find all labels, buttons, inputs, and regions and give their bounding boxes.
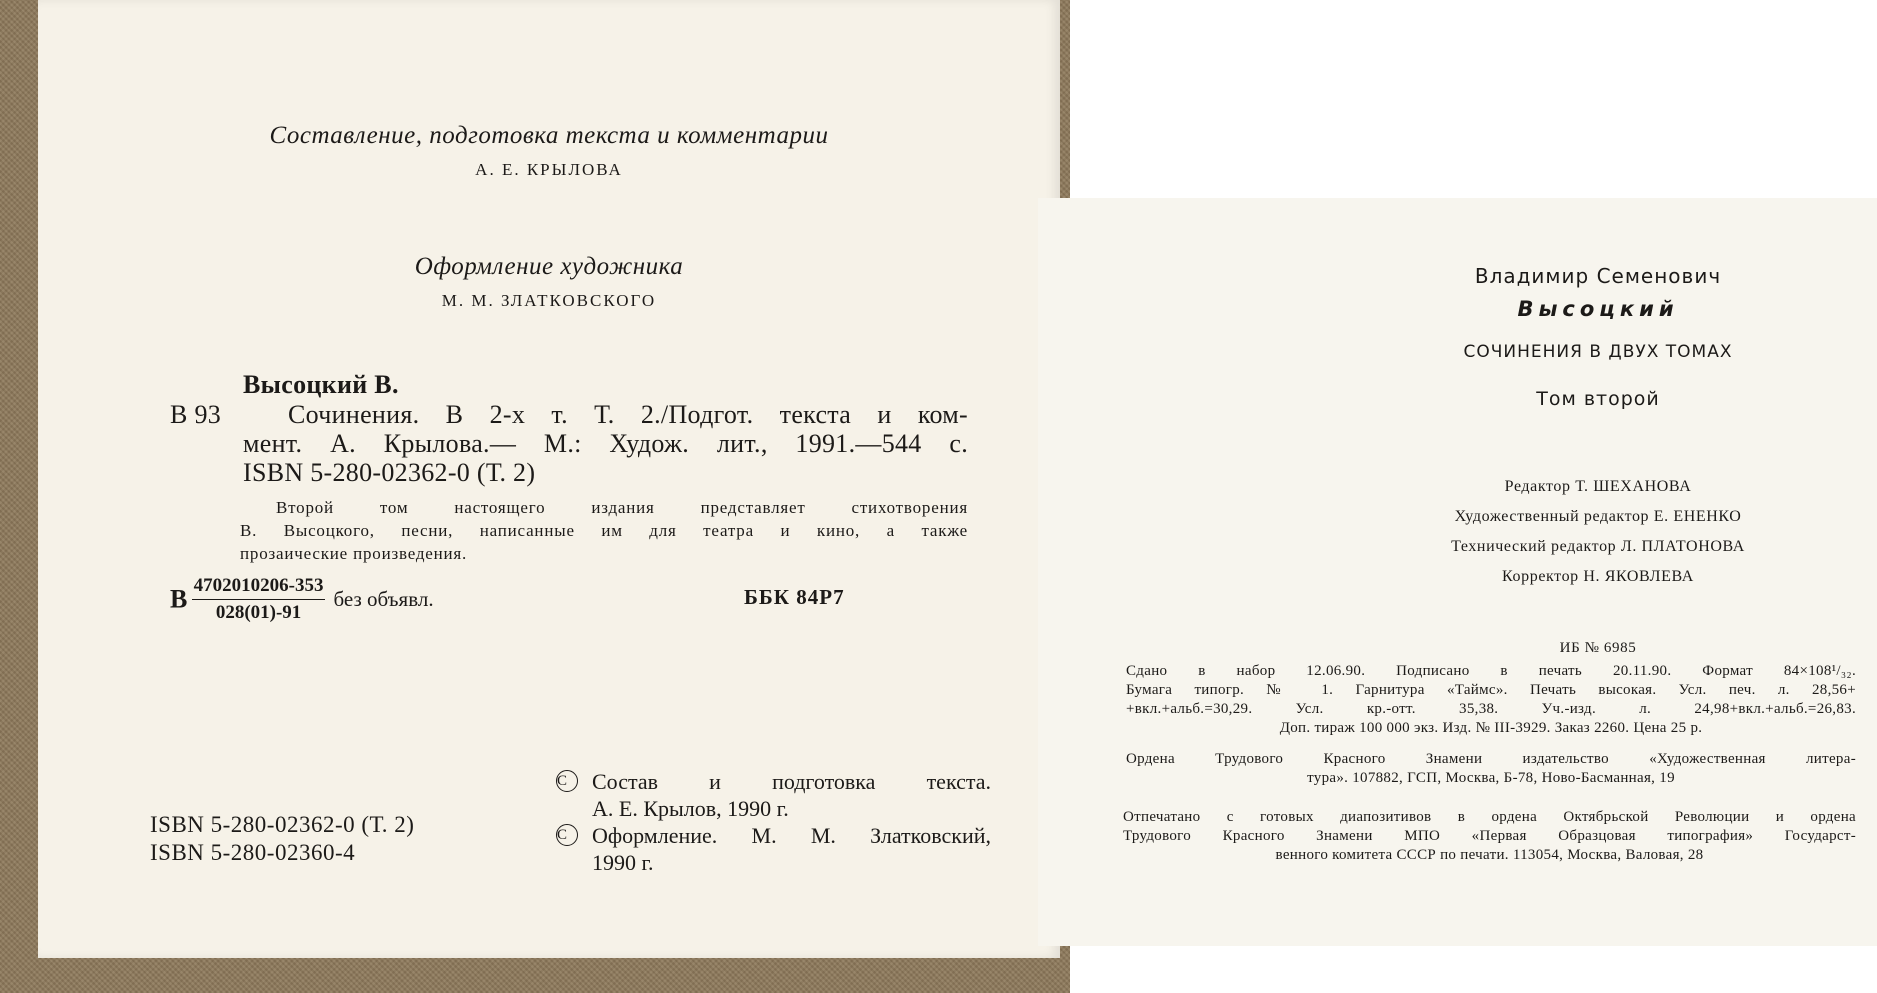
publisher-line-1: Ордена Трудового Красного Знамени издательство «Художественная литера-: [1126, 751, 1856, 767]
left-page: [38, 0, 1060, 958]
artist-name: М. М. ЗЛАТКОВСКОГО: [441, 291, 657, 310]
copyright-block: [556, 768, 991, 876]
work-title: СОЧИНЕНИЯ В ДВУХ ТОМАХ: [1463, 342, 1733, 362]
publisher-block: [1126, 750, 1856, 788]
copyright-1-line-1: Состав и подготовка текста.: [592, 769, 991, 794]
imprint-line-4: Доп. тираж 100 000 экз. Изд. № III-3929. Заказ 2260. Цена 25 р.: [1279, 720, 1703, 736]
copyright-symbol-icon: C: [556, 824, 578, 846]
catalog-line-3: ISBN 5-280-02362-0 (Т. 2): [243, 458, 536, 487]
credit-art-editor: Художественный редактор Е. ЕНЕНКО: [1454, 508, 1742, 525]
imprint-line-1: Сдано в набор 12.06.90. Подписано в печать 20.11.90. Формат 84×108¹/₃₂.: [1126, 663, 1856, 679]
printer-line-3: венного комитета СССР по печати. 113054, Москва, Валовая, 28: [1275, 847, 1704, 863]
ib-number: ИБ № 6985: [1559, 640, 1637, 656]
catalog-code-suffix: без объявл.: [333, 587, 434, 611]
imprint-line-2: Бумага типогр. № 1. Гарнитура «Таймс». Печать высокая. Усл. печ. л. 28,56+: [1126, 682, 1856, 698]
printer-line-1: Отпечатано с готовых диапозитивов в ордена Октябрьской Революции и ордена: [1123, 809, 1856, 825]
catalog-line-1: Сочинения. В 2-х т. Т. 2./Подгот. текста и ком-: [288, 400, 968, 429]
copyright-design: [556, 822, 991, 876]
author-first-name: Владимир Семенович: [1474, 264, 1722, 288]
isbn-set: ISBN 5-280-02360-4: [150, 840, 356, 865]
volume-number: Том второй: [1536, 388, 1660, 410]
copyright-2-line-1: Оформление. М. М. Златковский,: [592, 823, 991, 848]
printer-line-2: Трудового Красного Знамени МПО «Первая Образцовая типография» Государст-: [1123, 828, 1856, 844]
copyright-1-line-2: А. Е. Крылов, 1990 г.: [592, 796, 789, 821]
imprint-block: [1126, 662, 1856, 738]
catalog-code-fraction: [192, 575, 326, 624]
publisher-line-2: тура». 107882, ГСП, Москва, Б-78, Ново-Басманная, 19: [1307, 770, 1675, 786]
catalog-code: [170, 575, 434, 624]
annotation-line-2: В. Высоцкого, песни, написанные им для театра и кино, а также: [240, 521, 968, 540]
bbk-index: ББК 84Р7: [744, 585, 845, 609]
catalog-author: Высоцкий В.: [243, 370, 399, 399]
annotation-line-3: прозаические произведения.: [240, 544, 468, 563]
catalog-line-2: мент. А. Крылова.— М.: Худож. лит., 1991.—544 с.: [243, 429, 968, 458]
catalog-index: В 93: [170, 400, 222, 429]
catalog-code-denominator: 028(01)-91: [215, 602, 302, 623]
catalog-code-prefix: В: [170, 584, 188, 614]
annotation-line-1: Второй том настоящего издания представляет стихотворения: [276, 498, 968, 517]
copyright-compilation: [556, 768, 991, 822]
compiler-name: А. Е. КРЫЛОВА: [475, 160, 623, 179]
copyright-2-line-2: 1990 г.: [592, 850, 654, 875]
credit-proofreader: Корректор Н. ЯКОВЛЕВА: [1502, 568, 1694, 585]
credit-editor: Редактор Т. ШЕХАНОВА: [1504, 478, 1692, 495]
artist-label: Оформление художника: [414, 253, 684, 280]
copyright-symbol-icon: C: [556, 770, 578, 792]
imprint-line-3: +вкл.+альб.=30,29. Усл. кр.-отт. 35,38. Уч.-изд. л. 24,98+вкл.+альб.=26,83.: [1126, 701, 1856, 717]
right-page: [1038, 198, 1877, 946]
isbn-volume: ISBN 5-280-02362-0 (Т. 2): [150, 812, 415, 837]
author-last-name: Высоцкий: [1517, 297, 1679, 321]
credit-tech-editor: Технический редактор Л. ПЛАТОНОВА: [1451, 538, 1745, 555]
printer-block: [1123, 808, 1856, 865]
catalog-code-numerator: 4702010206-353: [192, 575, 326, 600]
compiler-label: Составление, подготовка текста и комментарии: [269, 122, 829, 149]
